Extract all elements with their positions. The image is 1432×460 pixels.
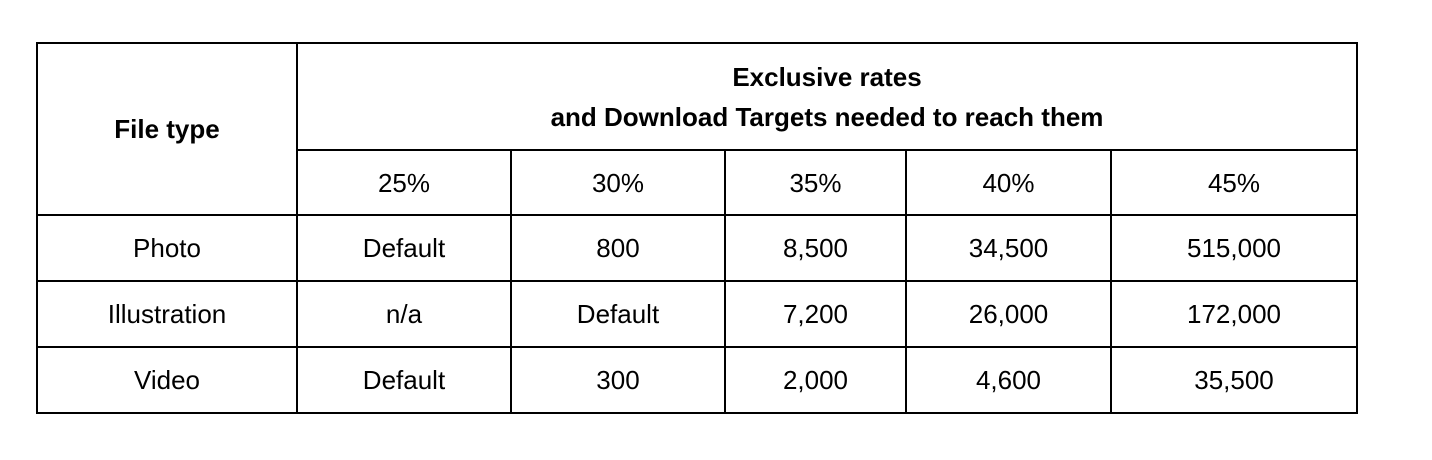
- file-type-cell: Photo: [37, 215, 297, 281]
- table-cell: 4,600: [906, 347, 1111, 413]
- table-header-row: [37, 43, 1357, 150]
- table-cell: 300: [511, 347, 725, 413]
- table-row: [37, 215, 1357, 281]
- rate-column-header: 30%: [511, 150, 725, 215]
- table-row: [37, 281, 1357, 347]
- table-row: [37, 347, 1357, 413]
- rate-column-header: 35%: [725, 150, 906, 215]
- file-type-cell: Illustration: [37, 281, 297, 347]
- table-cell: 26,000: [906, 281, 1111, 347]
- rate-column-header: 25%: [297, 150, 511, 215]
- table-cell: 8,500: [725, 215, 906, 281]
- group-header-line-1: Exclusive rates: [732, 61, 922, 92]
- table-cell: n/a: [297, 281, 511, 347]
- exclusive-rates-table: [36, 42, 1358, 414]
- exclusive-rates-group-header: [297, 43, 1357, 150]
- group-header-line-2: and Download Targets needed to reach them: [550, 101, 1104, 132]
- table-cell: Default: [297, 347, 511, 413]
- table-cell: 34,500: [906, 215, 1111, 281]
- table-cell: 7,200: [725, 281, 906, 347]
- table-cell: Default: [511, 281, 725, 347]
- rate-column-header: 40%: [906, 150, 1111, 215]
- table-cell: 800: [511, 215, 725, 281]
- table-cell: 172,000: [1111, 281, 1357, 347]
- file-type-cell: Video: [37, 347, 297, 413]
- file-type-header: File type: [37, 43, 297, 215]
- table-cell: Default: [297, 215, 511, 281]
- table-cell: 515,000: [1111, 215, 1357, 281]
- table-cell: 2,000: [725, 347, 906, 413]
- table-cell: 35,500: [1111, 347, 1357, 413]
- rate-column-header: 45%: [1111, 150, 1357, 215]
